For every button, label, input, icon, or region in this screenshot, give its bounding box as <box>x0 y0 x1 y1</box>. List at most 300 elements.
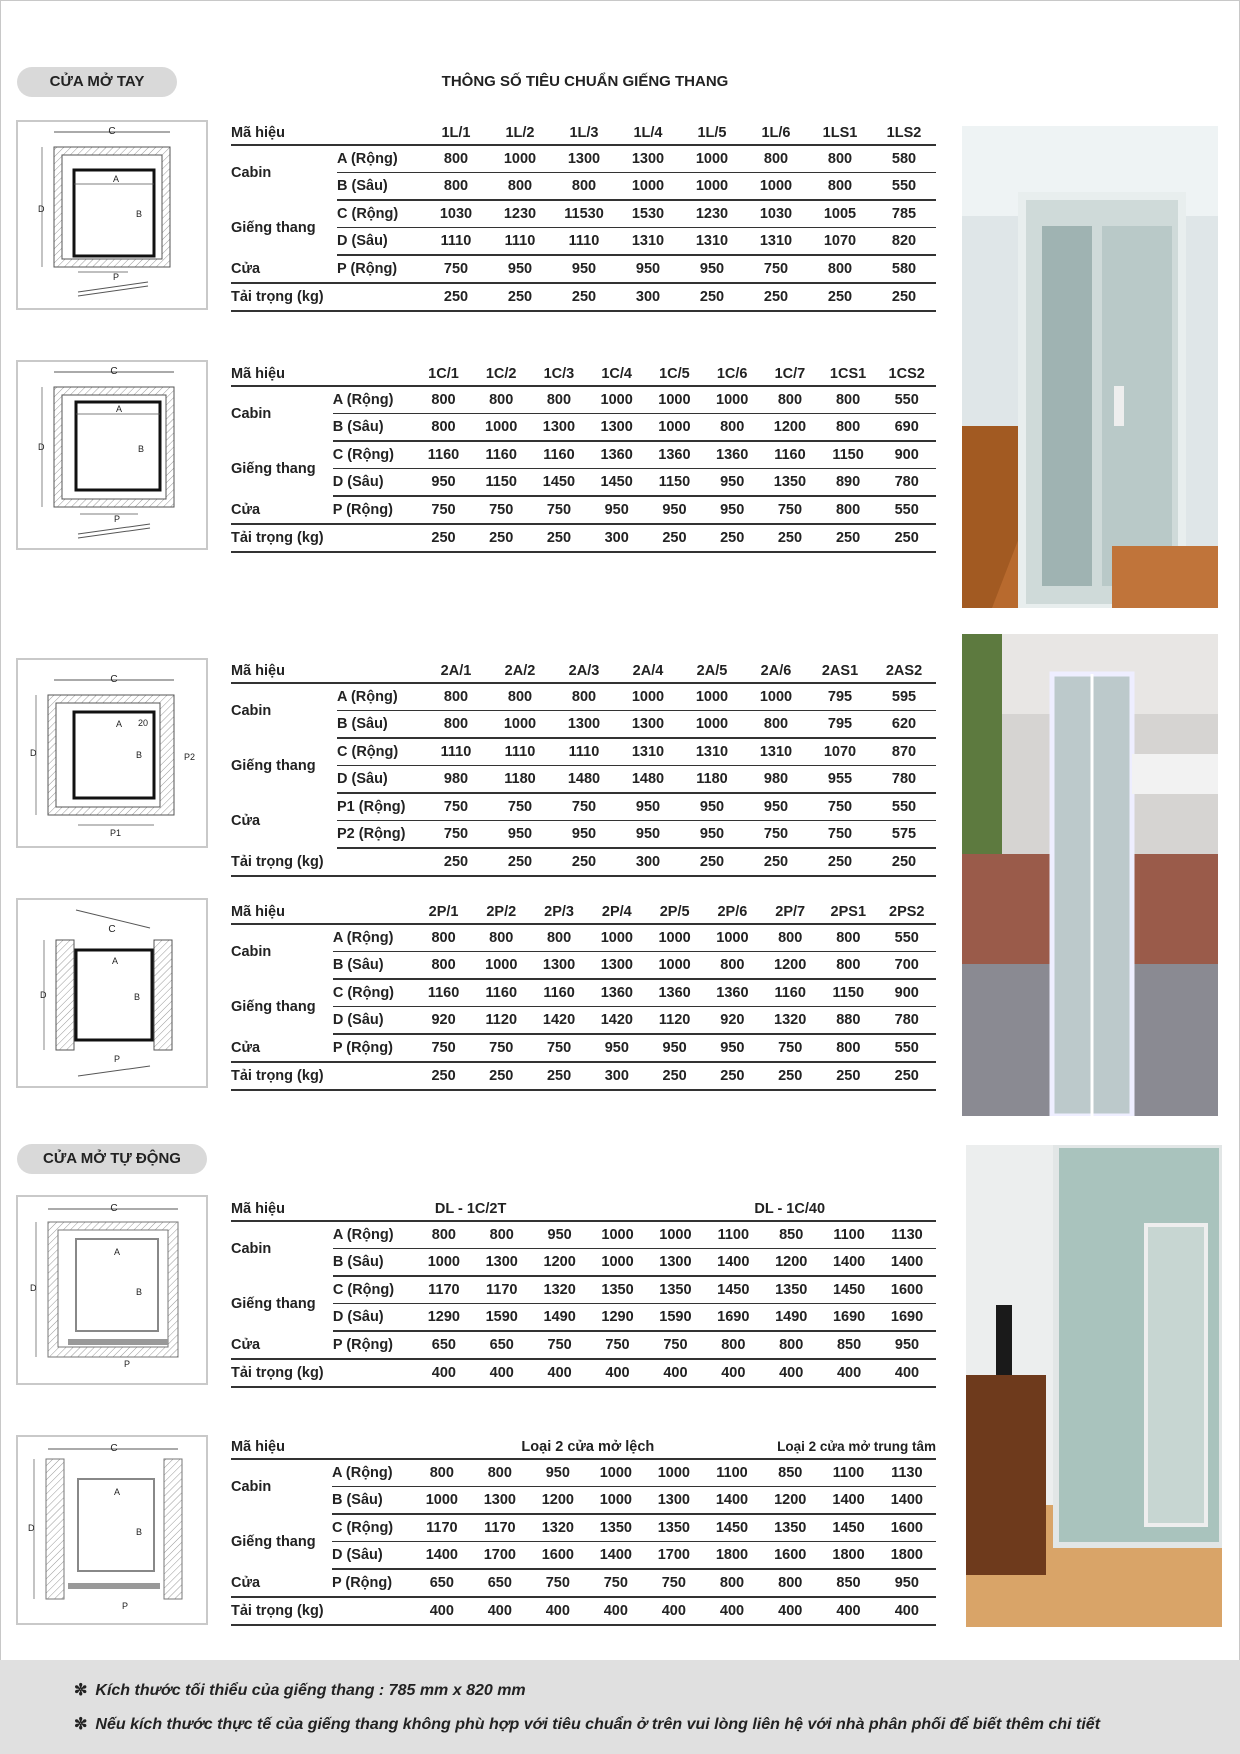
value-cell: 1420 <box>588 1007 646 1035</box>
value-cell: 400 <box>704 1359 762 1387</box>
row-label-cabin: Cabin <box>231 703 272 719</box>
value-cell: 1300 <box>645 1487 703 1515</box>
value-cell: 250 <box>761 524 819 552</box>
value-cell: 1005 <box>808 200 872 228</box>
dim-p-label: P <box>124 1359 131 1369</box>
dim-d-label: D <box>40 990 47 1000</box>
value-cell: 1000 <box>616 683 680 711</box>
value-cell: 950 <box>552 255 616 283</box>
value-cell: 750 <box>646 1331 704 1359</box>
value-cell: 1000 <box>744 683 808 711</box>
dim-c-label: C <box>110 366 118 377</box>
row-label-load: Tải trọng (kg) <box>231 524 415 552</box>
value-cell: 1000 <box>415 1249 473 1277</box>
value-cell: 950 <box>616 255 680 283</box>
code-cell: 1L/6 <box>744 114 808 145</box>
value-cell: 980 <box>744 766 808 794</box>
row-label-code: Mã hiệu <box>231 652 424 683</box>
code-cell: 2AS2 <box>872 652 936 683</box>
value-cell: 1070 <box>808 738 872 766</box>
page-title: THÔNG SỐ TIÊU CHUẨN GIẾNG THANG <box>441 73 729 90</box>
code-cell: 2P/5 <box>646 893 704 924</box>
value-cell: 780 <box>878 1007 937 1035</box>
value-cell: 595 <box>872 683 936 711</box>
value-cell: 1360 <box>588 441 646 469</box>
code-cell: 2A/2 <box>488 652 552 683</box>
value-cell: 1360 <box>646 441 704 469</box>
value-cell: 250 <box>552 848 616 876</box>
value-cell: 800 <box>472 924 530 952</box>
value-cell: 1120 <box>472 1007 530 1035</box>
value-cell: 1320 <box>529 1514 587 1542</box>
value-cell: 950 <box>588 496 646 524</box>
row-label-door: Cửa <box>231 255 337 283</box>
value-cell: 620 <box>872 711 936 739</box>
dim-p-label: P <box>114 1054 121 1064</box>
value-cell: 800 <box>424 683 488 711</box>
value-cell: 1110 <box>552 738 616 766</box>
value-cell: 550 <box>872 793 936 821</box>
code-cell: 1C/1 <box>415 355 473 386</box>
value-cell: 550 <box>877 496 936 524</box>
code-cell: 1L/3 <box>552 114 616 145</box>
value-cell: 955 <box>808 766 872 794</box>
value-cell: 550 <box>878 1034 937 1062</box>
value-cell: 800 <box>808 255 872 283</box>
value-cell: 1000 <box>680 145 744 173</box>
dim-p-label: P <box>122 1601 129 1611</box>
row-label-door: Cửa <box>231 1034 333 1062</box>
value-cell: 800 <box>819 1034 877 1062</box>
value-cell: 800 <box>704 952 762 980</box>
code-cell: 2P/3 <box>530 893 588 924</box>
value-cell: 1130 <box>878 1459 936 1487</box>
value-cell: 1320 <box>761 1007 819 1035</box>
value-cell: 1450 <box>820 1276 878 1304</box>
value-cell: 1310 <box>680 228 744 256</box>
value-cell: 1420 <box>530 1007 588 1035</box>
value-cell: 800 <box>704 1331 762 1359</box>
value-cell: 800 <box>762 1331 820 1359</box>
shaft-diagram-auto-2 <box>16 1435 208 1625</box>
value-cell: 950 <box>415 469 473 497</box>
value-cell: 1450 <box>530 469 588 497</box>
value-cell: 1350 <box>761 1514 819 1542</box>
value-cell: 890 <box>819 469 878 497</box>
value-cell: 250 <box>680 283 744 311</box>
value-cell: 1400 <box>819 1487 877 1515</box>
value-cell: 870 <box>872 738 936 766</box>
code-cell: 1L/1 <box>424 114 488 145</box>
value-cell: 1150 <box>819 441 878 469</box>
value-cell: 1000 <box>704 924 762 952</box>
value-cell: 250 <box>424 283 488 311</box>
row-label-p1: P1 (Rộng) <box>337 793 424 821</box>
value-cell: 1230 <box>680 200 744 228</box>
value-cell: 1490 <box>531 1304 589 1332</box>
value-cell: 300 <box>616 848 680 876</box>
dim-d-label: D <box>30 748 37 758</box>
value-cell: 1000 <box>703 386 761 414</box>
code-cell: 1L/2 <box>488 114 552 145</box>
code-cell: 2A/5 <box>680 652 744 683</box>
value-cell: 800 <box>552 683 616 711</box>
value-cell: 750 <box>645 1569 703 1597</box>
value-cell: 1100 <box>820 1221 878 1249</box>
value-cell: 400 <box>762 1359 820 1387</box>
dim-d-label: D <box>30 1283 37 1293</box>
row-label-shaft: Giếng thang <box>231 998 316 1015</box>
value-cell: 1110 <box>552 228 616 256</box>
value-cell: 400 <box>413 1597 471 1625</box>
value-cell: 795 <box>808 711 872 739</box>
dim-a-label: A <box>114 1247 121 1257</box>
row-label-c: C (Rộng) <box>337 200 424 228</box>
row-label-cabin: Cabin <box>231 944 272 960</box>
row-label-code: Mã hiệu <box>231 1190 415 1221</box>
value-cell: 1000 <box>413 1487 471 1515</box>
row-label-load: Tải trọng (kg) <box>231 1062 415 1090</box>
value-cell: 1070 <box>808 228 872 256</box>
value-cell: 1200 <box>762 1249 820 1277</box>
value-cell: 1300 <box>616 711 680 739</box>
code-cell: 1LS1 <box>808 114 872 145</box>
dim-20-label: 20 <box>138 718 149 728</box>
row-label-b: B (Sâu) <box>333 952 415 980</box>
code-cell: 2P/4 <box>588 893 646 924</box>
value-cell: 1700 <box>471 1542 529 1570</box>
value-cell: 1030 <box>424 200 488 228</box>
dim-d-label: D <box>28 1523 35 1533</box>
value-cell: 800 <box>761 924 819 952</box>
value-cell: 1000 <box>645 1459 703 1487</box>
value-cell: 300 <box>588 524 646 552</box>
value-cell: 650 <box>415 1331 473 1359</box>
dim-c-label: C <box>110 1443 118 1454</box>
row-label-p: P (Rộng) <box>332 1569 413 1597</box>
dim-b-label: B <box>136 1287 143 1297</box>
dim-b-label: B <box>136 1527 143 1537</box>
value-cell: 800 <box>471 1459 529 1487</box>
code-cell: 1C/7 <box>761 355 819 386</box>
value-cell: 950 <box>878 1331 936 1359</box>
value-cell: 400 <box>878 1597 936 1625</box>
value-cell: 800 <box>413 1459 471 1487</box>
value-cell: 750 <box>472 496 530 524</box>
row-label-code: Mã hiệu <box>231 355 415 386</box>
value-cell: 750 <box>744 255 808 283</box>
footer-notes <box>0 1660 1240 1754</box>
row-label-a: A (Rộng) <box>333 386 415 414</box>
value-cell: 1690 <box>878 1304 936 1332</box>
value-cell: 750 <box>529 1569 587 1597</box>
value-cell: 950 <box>646 496 704 524</box>
value-cell: 300 <box>588 1062 646 1090</box>
value-cell: 950 <box>703 469 761 497</box>
dim-a-label: A <box>112 956 119 966</box>
value-cell: 550 <box>877 386 936 414</box>
value-cell: 1200 <box>761 1487 819 1515</box>
value-cell: 820 <box>872 228 936 256</box>
dim-p2-label: P2 <box>184 752 196 762</box>
value-cell: 1150 <box>472 469 530 497</box>
value-cell: 1200 <box>761 952 819 980</box>
code-cell: 1C/6 <box>703 355 761 386</box>
value-cell: 1480 <box>552 766 616 794</box>
value-cell: 1110 <box>488 738 552 766</box>
spec-table-auto-1 <box>231 1190 936 1388</box>
footer-note-1-text: Kích thước tối thiểu của giếng thang : 785 mm x 820 mm <box>95 1682 526 1699</box>
value-cell: 250 <box>415 1062 473 1090</box>
value-cell: 1110 <box>424 228 488 256</box>
value-cell: 950 <box>744 793 808 821</box>
value-cell: 1230 <box>488 200 552 228</box>
row-label-d: D (Sâu) <box>333 1007 415 1035</box>
shaft-diagram-1l <box>16 120 208 310</box>
code-cell: 2P/6 <box>704 893 762 924</box>
value-cell: 1160 <box>761 979 819 1007</box>
row-label-b: B (Sâu) <box>332 1487 413 1515</box>
value-cell: 1360 <box>703 441 761 469</box>
value-cell: 980 <box>424 766 488 794</box>
row-label-cabin: Cabin <box>231 1479 272 1495</box>
value-cell: 1160 <box>761 441 819 469</box>
value-cell: 1000 <box>588 386 646 414</box>
dim-p-label: P <box>114 514 121 524</box>
value-cell: 250 <box>646 1062 704 1090</box>
row-label-a: A (Rộng) <box>332 1459 413 1487</box>
value-cell: 750 <box>761 496 819 524</box>
code-cell: 2P/1 <box>415 893 473 924</box>
value-cell: 950 <box>878 1569 936 1597</box>
value-cell: 800 <box>703 414 761 442</box>
row-label-door: Cửa <box>231 496 333 524</box>
value-cell: 1110 <box>488 228 552 256</box>
value-cell: 1350 <box>589 1276 647 1304</box>
value-cell: 250 <box>761 1062 819 1090</box>
value-cell: 400 <box>645 1597 703 1625</box>
value-cell: 400 <box>819 1597 877 1625</box>
value-cell: 1000 <box>589 1249 647 1277</box>
value-cell: 250 <box>819 1062 877 1090</box>
row-label-d: D (Sâu) <box>337 766 424 794</box>
row-label-load: Tải trọng (kg) <box>231 1597 413 1625</box>
value-cell: 750 <box>424 793 488 821</box>
spec-table-auto-2 <box>231 1428 936 1626</box>
value-cell: 1200 <box>531 1249 589 1277</box>
value-cell: 1300 <box>552 711 616 739</box>
value-cell: 800 <box>415 952 473 980</box>
footer-note-2 <box>74 1714 1100 1734</box>
value-cell: 850 <box>761 1459 819 1487</box>
value-cell: 650 <box>471 1569 529 1597</box>
value-cell: 800 <box>488 173 552 201</box>
row-label-door: Cửa <box>231 1331 333 1359</box>
value-cell: 1170 <box>471 1514 529 1542</box>
value-cell: 1490 <box>762 1304 820 1332</box>
value-cell: 750 <box>761 1034 819 1062</box>
row-label-shaft: Giếng thang <box>231 757 316 774</box>
row-label-p: P (Rộng) <box>333 1034 415 1062</box>
value-cell: 690 <box>877 414 936 442</box>
value-cell: 1000 <box>680 683 744 711</box>
value-cell: 950 <box>488 255 552 283</box>
value-cell: 1600 <box>529 1542 587 1570</box>
value-cell: 800 <box>424 145 488 173</box>
code-cell: 1C/5 <box>646 355 704 386</box>
group-label-1: DL - 1C/2T <box>415 1190 704 1221</box>
row-label-p: P (Rộng) <box>333 1331 415 1359</box>
value-cell: 850 <box>820 1331 878 1359</box>
row-label-shaft: Giếng thang <box>231 1295 316 1312</box>
value-cell: 1350 <box>587 1514 645 1542</box>
dim-p1-label: P1 <box>110 828 122 838</box>
value-cell: 1170 <box>413 1514 471 1542</box>
code-cell: 2PS2 <box>878 893 937 924</box>
value-cell: 1000 <box>587 1487 645 1515</box>
value-cell: 400 <box>587 1597 645 1625</box>
value-cell: 800 <box>552 173 616 201</box>
value-cell: 800 <box>415 386 473 414</box>
value-cell: 1310 <box>744 738 808 766</box>
value-cell: 750 <box>808 821 872 849</box>
value-cell: 1590 <box>473 1304 531 1332</box>
dim-c-label: C <box>110 674 118 685</box>
value-cell: 250 <box>552 283 616 311</box>
value-cell: 580 <box>872 145 936 173</box>
value-cell: 400 <box>473 1359 531 1387</box>
value-cell: 250 <box>872 283 936 311</box>
value-cell: 1100 <box>819 1459 877 1487</box>
value-cell: 800 <box>415 924 473 952</box>
value-cell: 750 <box>424 255 488 283</box>
value-cell: 1000 <box>589 1221 647 1249</box>
row-label-c: C (Rộng) <box>333 441 415 469</box>
value-cell: 575 <box>872 821 936 849</box>
value-cell: 1200 <box>761 414 819 442</box>
value-cell: 1000 <box>744 173 808 201</box>
value-cell: 1480 <box>616 766 680 794</box>
dim-c-label: C <box>108 924 116 935</box>
value-cell: 1160 <box>472 979 530 1007</box>
value-cell: 800 <box>415 414 473 442</box>
value-cell: 1310 <box>616 228 680 256</box>
value-cell: 1000 <box>646 386 704 414</box>
value-cell: 1800 <box>819 1542 877 1570</box>
spec-table-1c <box>231 355 936 553</box>
value-cell: 1450 <box>819 1514 877 1542</box>
value-cell: 750 <box>744 821 808 849</box>
value-cell: 11530 <box>552 200 616 228</box>
section-label-manual: CỬA MỞ TAY <box>17 67 177 97</box>
value-cell: 1360 <box>646 979 704 1007</box>
value-cell: 1160 <box>415 441 473 469</box>
value-cell: 1690 <box>820 1304 878 1332</box>
row-label-d: D (Sâu) <box>332 1542 413 1570</box>
group-label-2: Loại 2 cửa mở trung tâm <box>703 1428 936 1459</box>
row-label-cabin: Cabin <box>231 165 272 181</box>
value-cell: 800 <box>819 414 878 442</box>
value-cell: 1110 <box>424 738 488 766</box>
value-cell: 250 <box>878 1062 937 1090</box>
dim-a-label: A <box>113 174 120 184</box>
code-cell: 2P/7 <box>761 893 819 924</box>
value-cell: 950 <box>646 1034 704 1062</box>
row-label-c: C (Rộng) <box>337 738 424 766</box>
row-label-p: P (Rộng) <box>333 496 415 524</box>
value-cell: 1000 <box>646 924 704 952</box>
value-cell: 1300 <box>588 414 646 442</box>
value-cell: 1350 <box>646 1276 704 1304</box>
value-cell: 1300 <box>552 145 616 173</box>
value-cell: 800 <box>744 145 808 173</box>
value-cell: 800 <box>761 386 819 414</box>
value-cell: 900 <box>877 441 936 469</box>
value-cell: 900 <box>878 979 937 1007</box>
dim-c-label: C <box>110 1203 118 1214</box>
value-cell: 1310 <box>680 738 744 766</box>
value-cell: 800 <box>530 386 588 414</box>
value-cell: 800 <box>424 711 488 739</box>
row-label-b: B (Sâu) <box>337 173 424 201</box>
value-cell: 1000 <box>488 711 552 739</box>
row-label-door: Cửa <box>231 1569 332 1597</box>
row-label-b: B (Sâu) <box>337 711 424 739</box>
code-cell: 2A/4 <box>616 652 680 683</box>
value-cell: 250 <box>530 1062 588 1090</box>
value-cell: 1690 <box>704 1304 762 1332</box>
value-cell: 800 <box>808 145 872 173</box>
value-cell: 1450 <box>588 469 646 497</box>
elevator-photo-interior <box>966 1145 1222 1627</box>
value-cell: 1180 <box>680 766 744 794</box>
value-cell: 1350 <box>645 1514 703 1542</box>
row-label-a: A (Rộng) <box>333 1221 415 1249</box>
value-cell: 1300 <box>530 952 588 980</box>
value-cell: 1530 <box>616 200 680 228</box>
value-cell: 1600 <box>878 1276 936 1304</box>
dim-p-label: P <box>113 272 120 282</box>
dim-d-label: D <box>38 204 45 214</box>
value-cell: 1000 <box>680 173 744 201</box>
code-cell: 2AS1 <box>808 652 872 683</box>
value-cell: 1120 <box>646 1007 704 1035</box>
value-cell: 250 <box>872 848 936 876</box>
row-label-a: A (Rộng) <box>337 683 424 711</box>
value-cell: 1200 <box>529 1487 587 1515</box>
value-cell: 1310 <box>744 228 808 256</box>
value-cell: 1000 <box>646 414 704 442</box>
value-cell: 400 <box>820 1359 878 1387</box>
value-cell: 700 <box>878 952 937 980</box>
value-cell: 950 <box>680 255 744 283</box>
value-cell: 1000 <box>646 1221 704 1249</box>
row-label-b: B (Sâu) <box>333 1249 415 1277</box>
value-cell: 1800 <box>703 1542 761 1570</box>
value-cell: 950 <box>529 1459 587 1487</box>
value-cell: 750 <box>530 496 588 524</box>
value-cell: 1150 <box>646 469 704 497</box>
value-cell: 1600 <box>878 1514 936 1542</box>
value-cell: 1600 <box>761 1542 819 1570</box>
value-cell: 400 <box>703 1597 761 1625</box>
dim-c-label: C <box>108 126 116 137</box>
value-cell: 950 <box>704 1034 762 1062</box>
value-cell: 400 <box>471 1597 529 1625</box>
value-cell: 1320 <box>531 1276 589 1304</box>
value-cell: 1150 <box>819 979 877 1007</box>
value-cell: 950 <box>552 821 616 849</box>
